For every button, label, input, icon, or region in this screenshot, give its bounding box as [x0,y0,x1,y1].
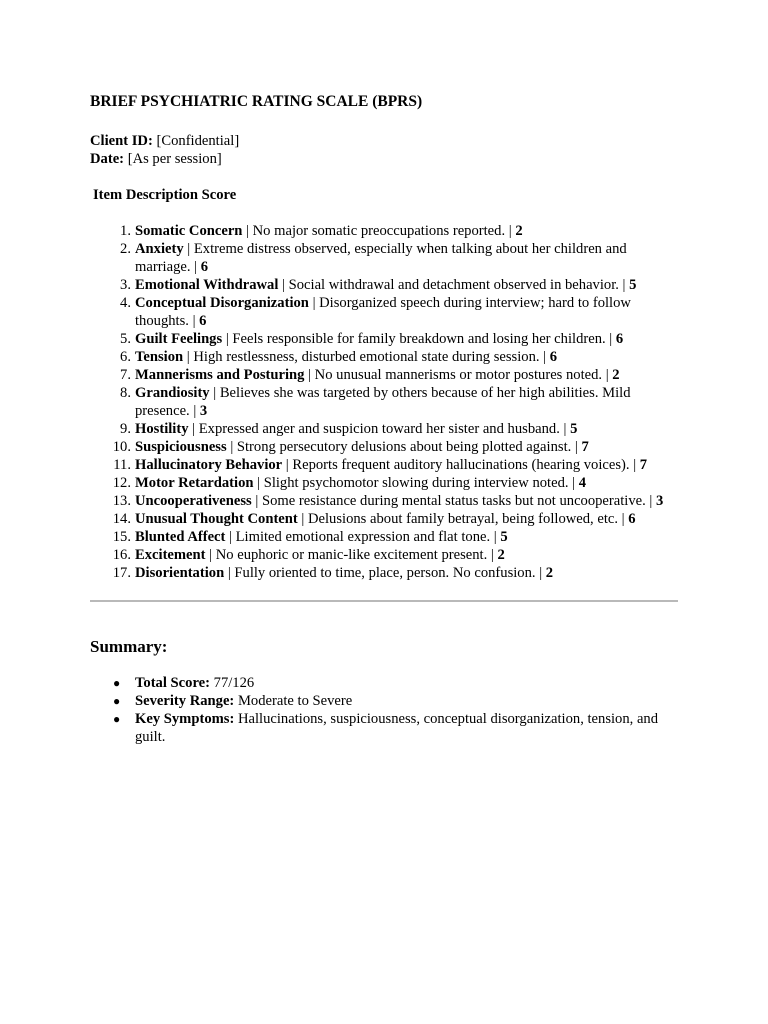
client-id-line [90,132,678,150]
item-name: Guilt Feelings [135,331,223,347]
item-description: | Extreme distress observed, especially when talking about her children and marriage. | [135,241,627,275]
item-name: Emotional Withdrawal [135,277,279,293]
summary-label: Total Score: [135,675,210,691]
rating-item [112,492,678,510]
summary-label: Severity Range: [135,693,235,709]
summary-value: Hallucinations, suspiciousness, conceptual disorganization, tension, and guilt. [135,711,659,745]
item-score: 2 [515,223,523,239]
item-number: 12. [112,475,131,491]
rating-item [112,564,678,582]
item-number: 2. [120,241,131,257]
rating-item [120,366,678,384]
item-number: 10. [112,439,131,455]
document-title: BRIEF PSYCHIATRIC RATING SCALE (BPRS) [90,93,423,110]
item-number: 4. [120,295,131,311]
item-number: 5. [120,331,131,347]
item-name: Disorientation [135,565,225,581]
summary-item [113,674,678,692]
item-description: | No unusual mannerisms or motor postures noted. | [304,367,613,383]
item-score: 2 [612,367,620,383]
item-score: 6 [628,511,636,527]
rating-item [120,276,678,294]
item-number: 15. [112,529,131,545]
client-id-value: [Confidential] [156,133,240,149]
summary-list [90,674,678,746]
item-description: | Social withdrawal and detachment observed in behavior. | [278,277,630,293]
item-score: 5 [570,421,578,437]
date-label: Date: [90,151,125,167]
item-number: 8. [120,385,131,401]
item-number: 17. [112,565,131,581]
item-score: 6 [199,313,207,329]
item-description: | Strong persecutory delusions about being plotted against. | [226,439,582,455]
item-number: 13. [112,493,131,509]
rating-item [112,438,678,456]
rating-item [112,510,678,528]
item-number: 7. [120,367,131,383]
item-description: | Expressed anger and suspicion toward her sister and husband. | [188,421,571,437]
item-name: Suspiciousness [135,439,227,455]
item-name: Somatic Concern [135,223,243,239]
rating-item [112,546,678,564]
item-name: Mannerisms and Posturing [135,367,305,383]
item-number: 6. [120,349,131,365]
item-name: Hallucinatory Behavior [135,457,283,473]
item-description: | Slight psychomotor slowing during interview noted. | [253,475,579,491]
item-name: Motor Retardation [135,475,254,491]
item-name: Blunted Affect [135,529,226,545]
rating-item [120,348,678,366]
column-header: Item Description Score [93,187,237,203]
summary-label: Key Symptoms: [135,711,235,727]
item-name: Conceptual Disorganization [135,295,309,311]
item-score: 6 [200,259,209,275]
rating-item [112,528,678,546]
bullet-icon: ● [113,712,121,726]
item-score: 2 [545,565,554,581]
item-description: | Reports frequent auditory hallucinations (hearing voices). | [282,457,640,473]
rating-item [120,384,678,420]
rating-item [120,294,678,330]
item-score: 3 [199,403,208,419]
summary-title: Summary: [90,637,168,656]
item-name: Tension [135,349,184,365]
item-score: 4 [578,475,587,491]
item-number: 9. [120,421,131,437]
item-name: Uncooperativeness [135,493,252,509]
rating-item [120,240,678,276]
item-name: Hostility [135,421,189,437]
item-number: 14. [112,511,131,527]
document-page [90,92,678,746]
rating-item [112,474,678,492]
item-score: 5 [500,529,508,545]
summary-value: Moderate to Severe [234,693,353,709]
item-score: 6 [549,349,558,365]
summary-value: 77/126 [210,675,255,691]
rating-item [120,420,678,438]
item-score: 3 [656,493,664,509]
rating-item [113,456,678,474]
date-value: [As per session] [127,151,222,167]
item-name: Anxiety [135,241,184,257]
item-number: 3. [120,277,131,293]
item-score: 7 [581,439,589,455]
item-description: | No major somatic preoccupations reported. | [242,223,516,239]
item-description: | High restlessness, disturbed emotional state during session. | [183,349,550,365]
item-number: 16. [112,547,131,563]
section-divider [90,600,678,602]
bullet-icon: ● [113,676,121,690]
item-number: 11. [113,457,131,473]
item-description: | Believes she was targeted by others because of her high abilities. Mild presence. | [135,385,631,419]
item-score: 6 [615,331,624,347]
bullet-icon: ● [113,694,121,708]
item-description: | Fully oriented to time, place, person. No confusion. | [224,565,546,581]
date-line [90,150,678,168]
summary-item [113,692,678,710]
item-description: | Feels responsible for family breakdown and losing her children. | [222,331,616,347]
item-score: 5 [629,277,637,293]
item-name: Excitement [135,547,206,563]
item-description: | Delusions about family betrayal, being followed, etc. | [297,511,629,527]
item-name: Unusual Thought Content [135,511,298,527]
item-number: 1. [120,223,131,239]
rating-item [120,330,678,348]
item-description: | Some resistance during mental status tasks but not uncooperative. | [251,493,656,509]
client-id-label: Client ID: [90,133,153,149]
rating-items-list [90,222,678,582]
item-score: 2 [497,547,505,563]
item-description: | No euphoric or manic-like excitement present. | [205,547,498,563]
item-score: 7 [639,457,648,473]
rating-item [120,222,678,240]
item-description: | Limited emotional expression and flat tone. | [225,529,501,545]
summary-item [113,710,678,746]
item-description: | Disorganized speech during interview; hard to follow thoughts. | [135,295,631,329]
item-name: Grandiosity [135,385,210,401]
